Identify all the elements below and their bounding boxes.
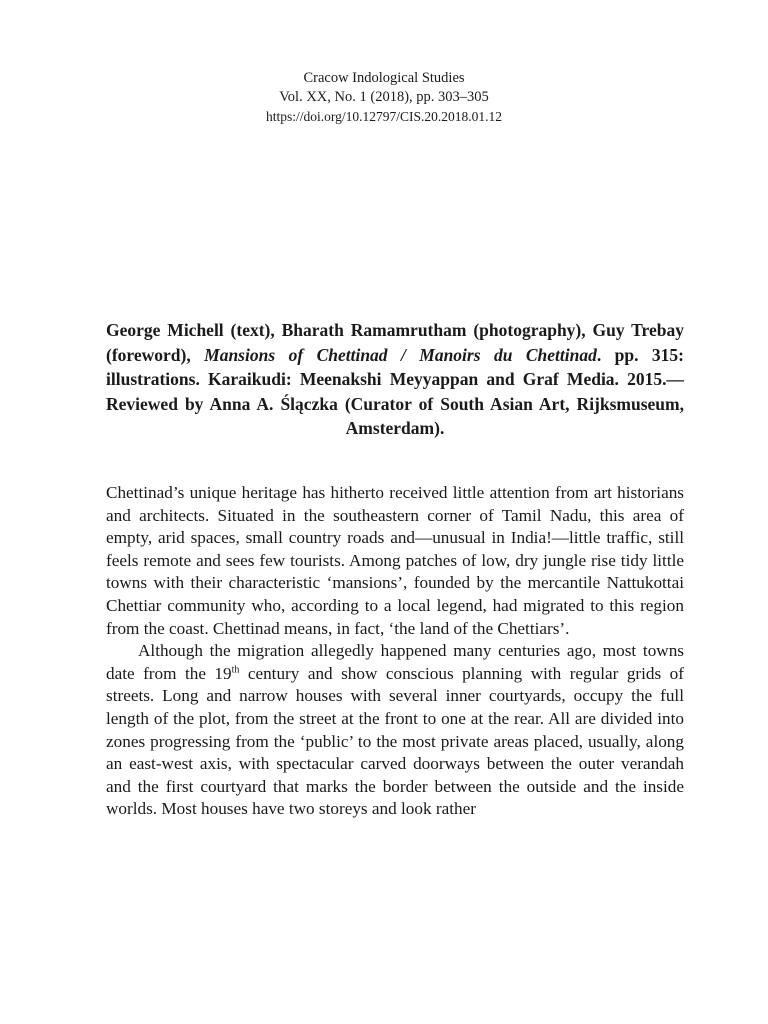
body-paragraph-1: Chettinad’s unique heritage has hitherto received little attention from art historians and architects. Situated in the southeastern corner of Tamil Nadu, this area of empty, arid spaces, small country roads and—unusual in India!—little traffic, still feels remote and sees few tourists. Among patches of low, dry jungle rise tidy little towns with their characteristic ‘mansions’, founded by the mercantile Nattukottai Chettiar community who, according to a local legend, had migrated to this region from the coast. Chettinad means, in fact, ‘the land of the Chettiars’. (106, 483, 684, 638)
journal-volume: Vol. XX, No. 1 (2018), pp. 303–305 (279, 89, 489, 105)
citation-details: . pp. 315: illustrations. Karaikudi: Meenakshi Meyyappan and Graf Media. 2015.—Reviewed by Anna A. Ślączka (Curator of South Asian Art, Rijksmuseum, Amsterdam). (106, 344, 684, 438)
review-citation (106, 318, 684, 441)
paragraph-2-rest: century and show conscious planning with regular grids of streets. Long and narrow houses with several inner courtyards, occupy the full length of the plot, from the street at the front to one at the rear. All are divided into zones progressing from the ‘public’ to the most private areas placed, usually, along an east-west axis, with spectacular carved doorways between the outer verandah and the first courtyard that marks the border between the outside and the inside worlds. Most houses have two storeys and look rather (106, 663, 684, 819)
paragraph-2-superscript: th (231, 664, 240, 676)
review-body (106, 482, 684, 821)
paragraph-2-start: Although the migration allegedly happened many centuries ago, most towns date from the 19 (106, 641, 684, 683)
journal-name: Cracow Indological Studies (303, 70, 465, 86)
body-paragraph-2 (106, 640, 684, 821)
citation-authors: George Michell (text), Bharath Ramamrutham (photography), Guy Trebay (foreword), (106, 320, 684, 365)
journal-header (0, 69, 768, 126)
journal-doi: https://doi.org/10.12797/CIS.20.2018.01.12 (265, 109, 503, 124)
citation-book-title: Mansions of Chettinad / Manoirs du Chettinad (204, 344, 597, 365)
